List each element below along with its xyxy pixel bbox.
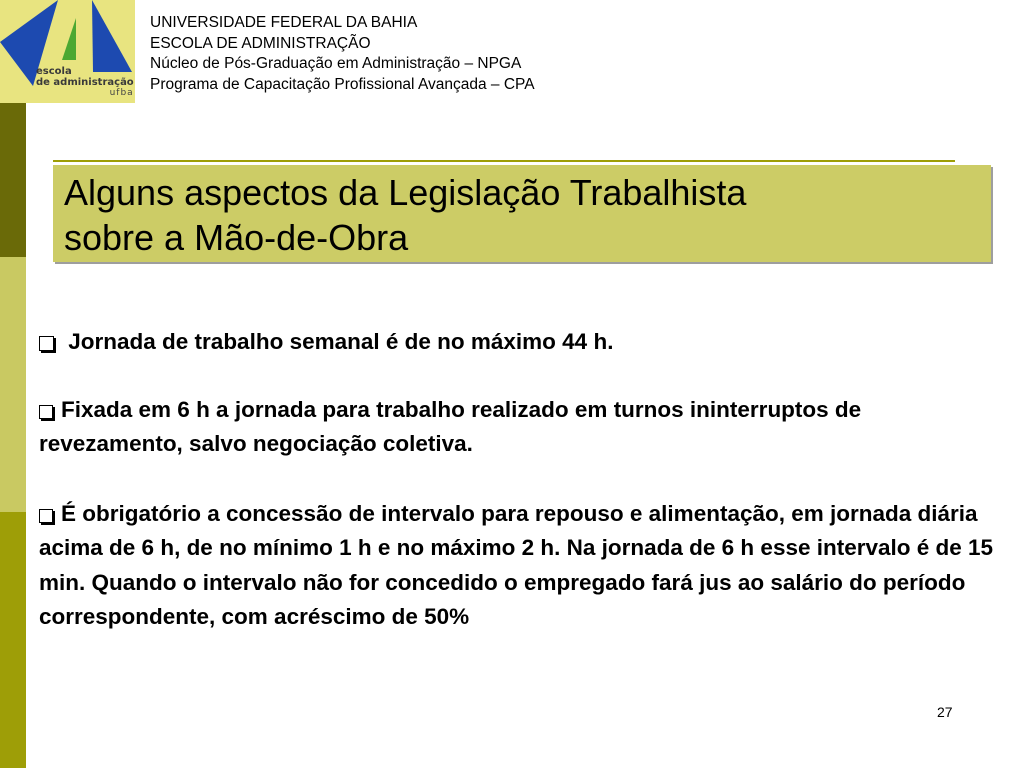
sidebar-band-light xyxy=(0,257,26,512)
slide-title-line2: sobre a Mão-de-Obra xyxy=(64,217,409,258)
school-logo xyxy=(0,0,135,103)
checkbox-bullet-icon xyxy=(39,336,54,351)
title-divider xyxy=(53,160,955,162)
header-line-program: Programa de Capacitação Profissional Avançada – CPA xyxy=(150,75,535,93)
header-line-nucleus: Núcleo de Pós-Graduação em Administração – NPGA xyxy=(150,55,522,72)
header-line-school: ESCOLA DE ADMINISTRAÇÃO xyxy=(150,34,371,52)
bullet-text-2: Fixada em 6 h a jornada para trabalho realizado em turnos ininterruptos de revezamento, salvo negociação coletiva. xyxy=(39,396,862,456)
logo-text-line1: escola xyxy=(36,66,72,77)
institution-header xyxy=(150,13,535,95)
checkbox-bullet-icon xyxy=(39,509,53,523)
bullet-text-3: É obrigatório a concessão de intervalo para repouso e alimentação, em jornada diária acima de 6 h, de no mínimo 1 h e no máximo 2 h. Na jornada de 6 h esse intervalo é de 15 min. Quando o intervalo não for concedido o empregado fará jus ao salário do período correspondente, com acréscimo de 50% xyxy=(39,500,994,629)
logo-blue-wedge xyxy=(92,0,132,72)
slide-title xyxy=(64,170,964,260)
logo-wordmark xyxy=(36,66,134,99)
slide-content xyxy=(39,325,999,635)
logo-text-line2: de administração xyxy=(36,77,134,88)
bullet-item-1 xyxy=(39,325,999,360)
checkbox-bullet-icon xyxy=(39,405,53,419)
bullet-text-1: Jornada de trabalho semanal é de no máximo 44 h. xyxy=(68,329,614,354)
sidebar-band-mid xyxy=(0,512,26,768)
sidebar-band-dark xyxy=(0,103,26,257)
header-line-university: UNIVERSIDADE FEDERAL DA BAHIA xyxy=(150,14,418,31)
slide-title-line1: Alguns aspectos da Legislação Trabalhista xyxy=(64,172,747,213)
bullet-item-2 xyxy=(39,393,999,462)
logo-green-triangle xyxy=(62,18,76,60)
bullet-item-3 xyxy=(39,497,999,635)
logo-text-line3: ufba xyxy=(109,88,134,98)
page-number: 27 xyxy=(937,704,953,720)
